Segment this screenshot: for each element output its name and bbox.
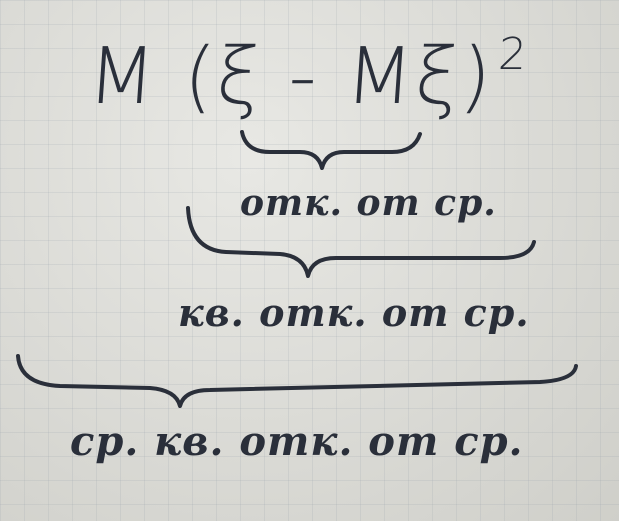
inner-brace (242, 132, 420, 168)
label-deviation: отк. от ср. (240, 182, 497, 224)
label-mean-squared-deviation: ср. кв. отк. от ср. (70, 418, 524, 465)
formula-exponent: 2 (496, 29, 531, 80)
outer-brace (18, 356, 576, 406)
formula-text: M (ξ - Mξ) (84, 32, 497, 122)
label-squared-deviation: кв. отк. от ср. (178, 290, 530, 335)
